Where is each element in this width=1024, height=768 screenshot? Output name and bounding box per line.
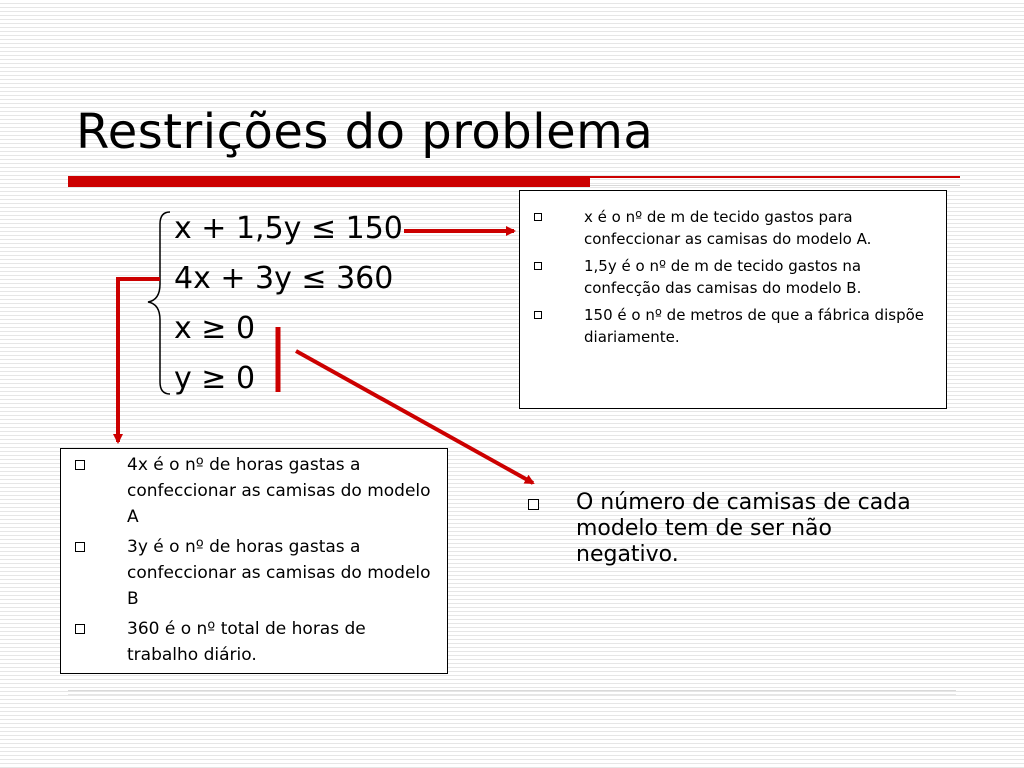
list-item-text: 150 é o nº de metros de que a fábrica dispõe diariamente. [584,306,924,346]
hollow-square-bullet-icon [528,499,539,510]
list-item-text: x é o nº de m de tecido gastos para confeccionar as camisas do modelo A. [584,208,872,248]
equation-3: x ≥ 0 [174,311,256,346]
list-item [61,616,447,668]
list-item-text: 4x é o nº de horas gastas a confeccionar as camisas do modelo A [127,455,431,527]
hollow-square-bullet-icon [75,460,85,470]
list-item [520,255,946,299]
hollow-square-bullet-icon [534,311,542,319]
hollow-square-bullet-icon [534,262,542,270]
footer-divider-shadow [68,694,956,695]
list-item [520,304,946,348]
note-text: O número de camisas de cada modelo tem de ser não negativo. [576,490,911,567]
equation-1: x + 1,5y ≤ 150 [174,211,403,246]
equation-4: y ≥ 0 [174,361,256,396]
hollow-square-bullet-icon [75,624,85,634]
list-item [61,452,447,530]
footer-divider-line [68,690,956,691]
list-item-text: 360 é o nº total de horas de trabalho diário. [127,619,366,665]
list-item [61,534,447,612]
hollow-square-bullet-icon [534,213,542,221]
equation-2: 4x + 3y ≤ 360 [174,261,394,296]
hours-explanation-box [60,448,448,674]
hollow-square-bullet-icon [75,542,85,552]
list-item-text: 1,5y é o nº de m de tecido gastos na confecção das camisas do modelo B. [584,257,862,297]
list-item-text: 3y é o nº de horas gastas a confeccionar as camisas do modelo B [127,537,431,609]
fabric-explanation-box [519,190,947,409]
slide-title: Restrições do problema [76,104,654,160]
brace-icon [148,212,170,394]
list-item [520,206,946,250]
